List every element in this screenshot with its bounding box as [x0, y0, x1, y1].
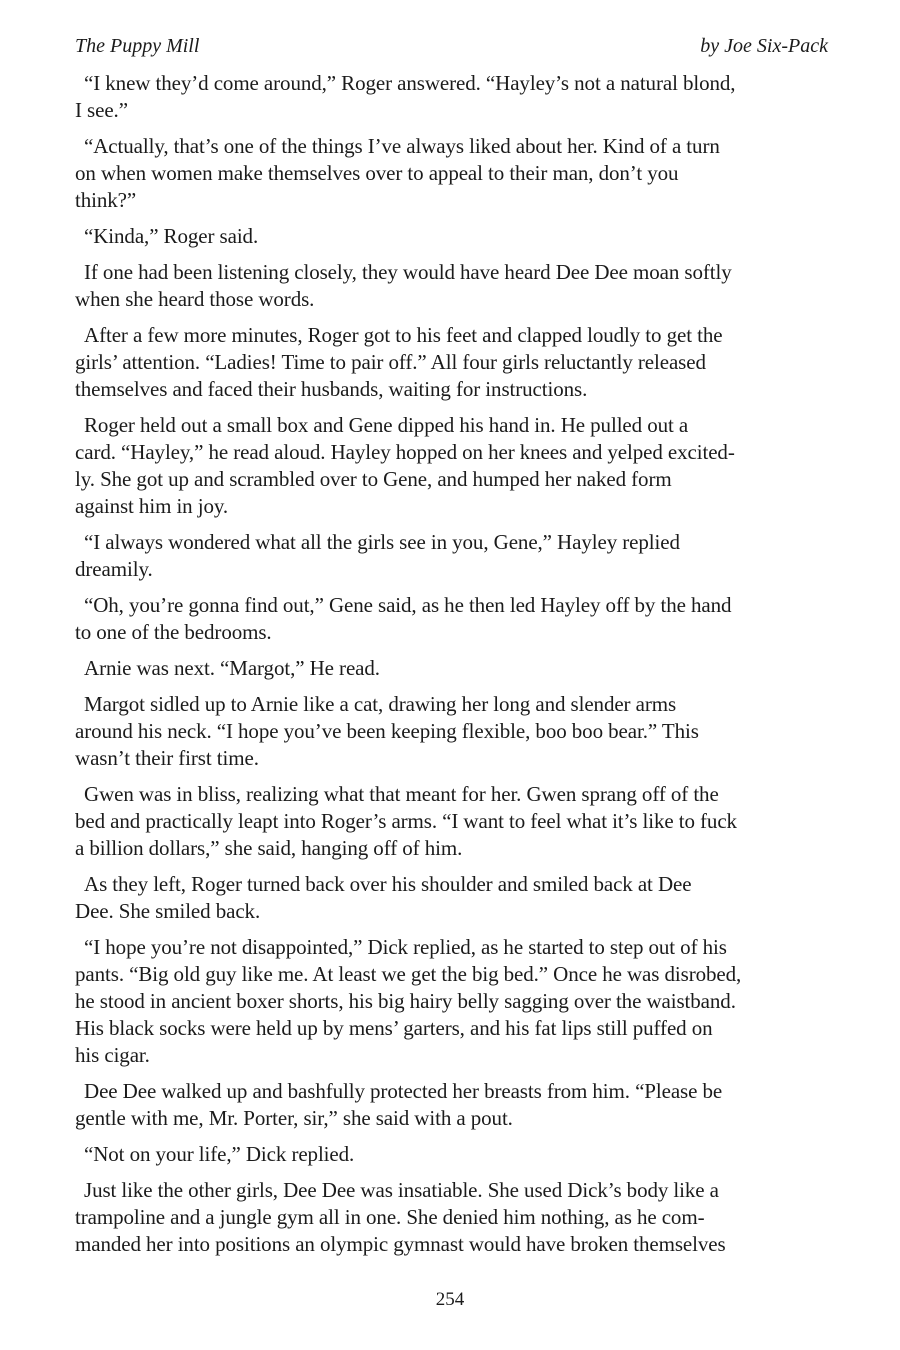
text-line: against him in joy.	[75, 494, 229, 518]
text-line: manded her into positions an olympic gymnast would have broken themselves	[75, 1232, 726, 1256]
text-line: “I hope you’re not disappointed,” Dick replied, as he started to step out of his	[84, 935, 727, 959]
text-line: “Oh, you’re gonna find out,” Gene said, as he then led Hayley off by the hand	[84, 593, 732, 617]
running-header	[75, 34, 828, 58]
text-line: Roger held out a small box and Gene dipped his hand in. He pulled out a	[84, 413, 689, 437]
paragraph	[75, 934, 865, 1069]
paragraph	[75, 1141, 865, 1168]
paragraph	[75, 259, 865, 313]
paragraph	[75, 529, 865, 583]
text-line: His black socks were held up by mens’ garters, and his fat lips still puffed on	[75, 1016, 713, 1040]
text-line: his cigar.	[75, 1043, 150, 1067]
text-line: ly. She got up and scrambled over to Gene, and humped her naked form	[75, 467, 672, 491]
text-line: “Actually, that’s one of the things I’ve always liked about her. Kind of a turn	[84, 134, 720, 158]
page-footer	[0, 1288, 900, 1312]
text-line: pants. “Big old guy like me. At least we get the big bed.” Once he was disrobed,	[75, 962, 742, 986]
paragraph	[75, 412, 865, 520]
text-line: Dee Dee walked up and bashfully protected her breasts from him. “Please be	[84, 1079, 723, 1103]
text-line: card. “Hayley,” he read aloud. Hayley hopped on her knees and yelped excited-	[75, 440, 735, 464]
text-line: think?”	[75, 188, 137, 212]
paragraph	[75, 871, 865, 925]
paragraph	[75, 1177, 865, 1258]
text-line: I see.”	[75, 98, 128, 122]
text-line: “Not on your life,” Dick replied.	[84, 1142, 355, 1166]
text-line: he stood in ancient boxer shorts, his big hairy belly sagging over the waistband.	[75, 989, 736, 1013]
text-line: Arnie was next. “Margot,” He read.	[84, 656, 380, 680]
paragraph	[75, 70, 865, 124]
text-line: dreamily.	[75, 557, 153, 581]
paragraph	[75, 691, 865, 772]
text-line: If one had been listening closely, they would have heard Dee Dee moan softly	[84, 260, 732, 284]
text-line: girls’ attention. “Ladies! Time to pair off.” All four girls reluctantly released	[75, 350, 706, 374]
text-line: As they left, Roger turned back over his shoulder and smiled back at Dee	[84, 872, 692, 896]
text-line: “I always wondered what all the girls see in you, Gene,” Hayley replied	[84, 530, 680, 554]
paragraph	[75, 781, 865, 862]
page-number: 254	[435, 1289, 465, 1310]
paragraph	[75, 592, 865, 646]
text-line: Margot sidled up to Arnie like a cat, drawing her long and slender arms	[84, 692, 677, 716]
page-body	[75, 70, 865, 1258]
text-line: when she heard those words.	[75, 287, 315, 311]
text-line: a billion dollars,” she said, hanging off of him.	[75, 836, 463, 860]
text-line: wasn’t their first time.	[75, 746, 259, 770]
text-line: to one of the bedrooms.	[75, 620, 272, 644]
text-line: gentle with me, Mr. Porter, sir,” she said with a pout.	[75, 1106, 513, 1130]
text-line: trampoline and a jungle gym all in one. She denied him nothing, as he com-	[75, 1205, 705, 1229]
paragraph	[75, 1078, 865, 1132]
text-line: Gwen was in bliss, realizing what that meant for her. Gwen sprang off of the	[84, 782, 719, 806]
text-line: Just like the other girls, Dee Dee was insatiable. She used Dick’s body like a	[84, 1178, 719, 1202]
text-line: Dee. She smiled back.	[75, 899, 261, 923]
text-line: on when women make themselves over to appeal to their man, don’t you	[75, 161, 679, 185]
text-line: bed and practically leapt into Roger’s arms. “I want to feel what it’s like to fuck	[75, 809, 737, 833]
text-line: After a few more minutes, Roger got to his feet and clapped loudly to get the	[84, 323, 723, 347]
paragraph	[75, 322, 865, 403]
text-line: “I knew they’d come around,” Roger answered. “Hayley’s not a natural blond,	[84, 71, 736, 95]
paragraph	[75, 223, 865, 250]
paragraph	[75, 655, 865, 682]
text-line: “Kinda,” Roger said.	[84, 224, 259, 248]
book-author: by Joe Six-Pack	[700, 35, 828, 57]
text-line: themselves and faced their husbands, waiting for instructions.	[75, 377, 588, 401]
book-title: The Puppy Mill	[75, 35, 200, 57]
paragraph	[75, 133, 865, 214]
text-line: around his neck. “I hope you’ve been keeping flexible, boo boo bear.” This	[75, 719, 699, 743]
